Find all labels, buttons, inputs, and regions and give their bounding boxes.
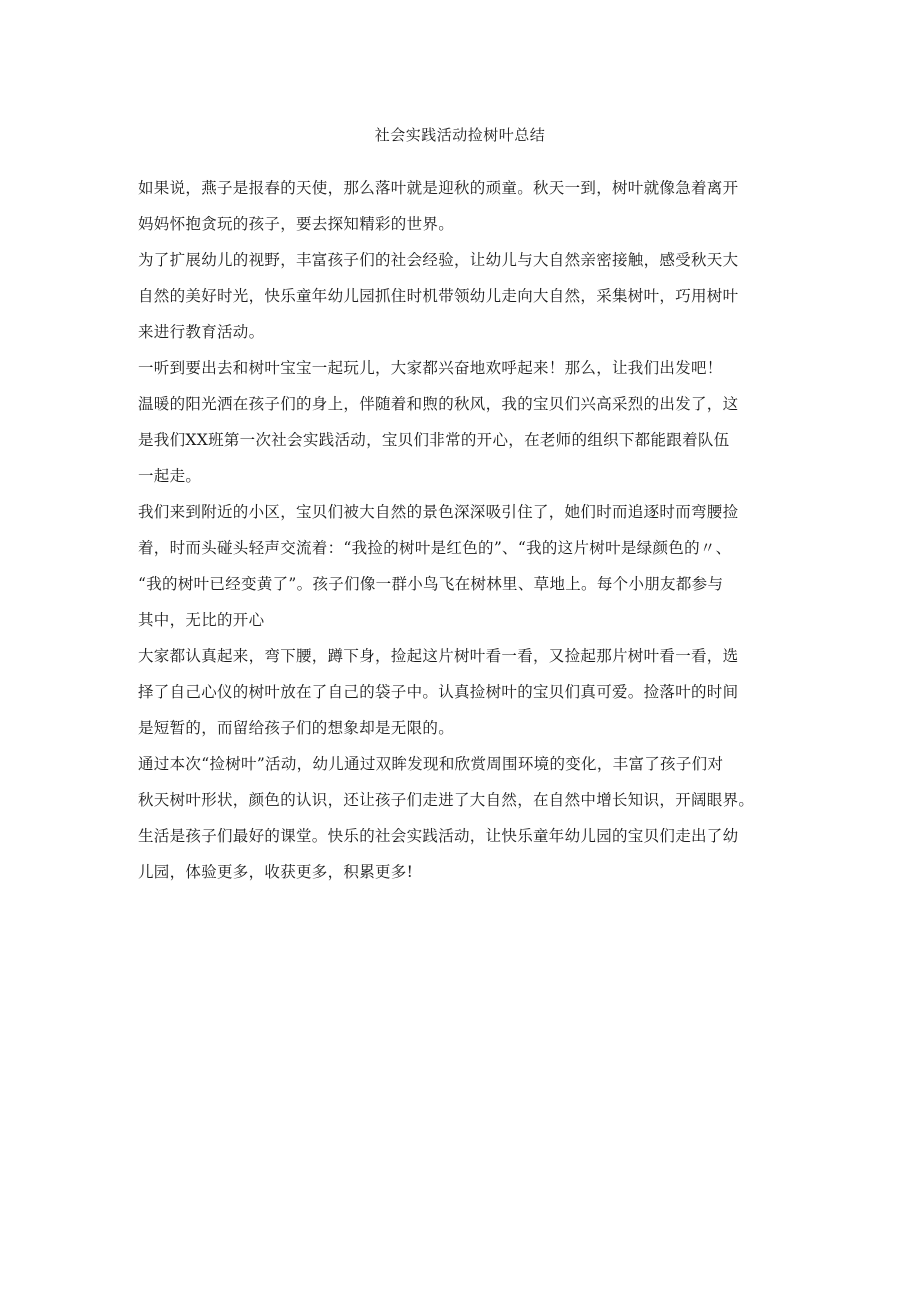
text-line: 儿园，体验更多，收获更多，积累更多!	[138, 863, 414, 881]
text-line: 是我们XX班第一次社会实践活动，宝贝们非常的开心，在老师的组织下都能跟着队伍	[138, 431, 730, 449]
document-title: 社会实践活动捡树叶总结	[374, 126, 546, 144]
paragraph-departure	[138, 386, 798, 494]
paragraph-collecting	[138, 638, 798, 746]
paragraph-outcome	[138, 746, 798, 818]
paragraph-conclusion	[138, 818, 798, 890]
text-line: “我的树叶已经变黄了”。孩子们像一群小鸟飞在树林里、草地上。每个小朋友都参与	[138, 575, 724, 593]
paragraph-neighborhood	[138, 494, 798, 638]
text-line: 择了自己心仪的树叶放在了自己的袋子中。认真捡树叶的宝贝们真可爱。捡落叶的时间	[138, 683, 739, 701]
paragraph-purpose	[138, 242, 798, 350]
text-line: 如果说，燕子是报春的天使，那么落叶就是迎秋的顽童。秋天一到，树叶就像急着离开	[138, 179, 739, 197]
text-line: 我们来到附近的小区，宝贝们被大自然的景色深深吸引住了，她们时而追逐时而弯腰捡	[138, 503, 739, 521]
text-line: 着，时而头碰头轻声交流着：“我捡的树叶是红色的”、“我的这片树叶是绿颜色的〃、	[138, 539, 732, 557]
text-line: 温暖的阳光洒在孩子们的身上，伴随着和煦的秋风，我的宝贝们兴高采烈的出发了，这	[138, 395, 739, 413]
text-line: 来进行教育活动。	[138, 323, 265, 341]
document-body	[138, 170, 798, 890]
text-line: 通过本次“捡树叶”活动，幼儿通过双眸发现和欣赏周围环境的变化，丰富了孩子们对	[138, 755, 724, 773]
text-line: 为了扩展幼儿的视野，丰富孩子们的社会经验，让幼儿与大自然亲密接触，感受秋天大	[138, 251, 739, 269]
text-line: 一听到要出去和树叶宝宝一起玩儿，大家都兴奋地欢呼起来！那么，让我们出发吧！	[138, 359, 723, 377]
text-line: 生活是孩子们最好的课堂。快乐的社会实践活动，让快乐童年幼儿园的宝贝们走出了幼	[138, 827, 739, 845]
text-line: 自然的美好时光，快乐童年幼儿园抓住时机带领幼儿走向大自然，采集树叶，巧用树叶	[138, 287, 739, 305]
text-line: 妈妈怀抱贪玩的孩子，要去探知精彩的世界。	[138, 215, 455, 233]
text-line: 秋天树叶形状，颜色的认识，还让孩子们走进了大自然，在自然中增长知识，开阔眼界。	[138, 791, 755, 809]
paragraph-intro	[138, 170, 798, 242]
text-line: 一起走。	[138, 467, 202, 485]
paragraph-excitement	[138, 350, 798, 386]
text-line: 大家都认真起来，弯下腰，蹲下身，捡起这片树叶看一看，又捡起那片树叶看一看，选	[138, 647, 739, 665]
text-line: 是短暂的，而留给孩子们的想象却是无限的。	[138, 719, 455, 737]
text-line: 其中，无比的开心	[138, 611, 265, 629]
